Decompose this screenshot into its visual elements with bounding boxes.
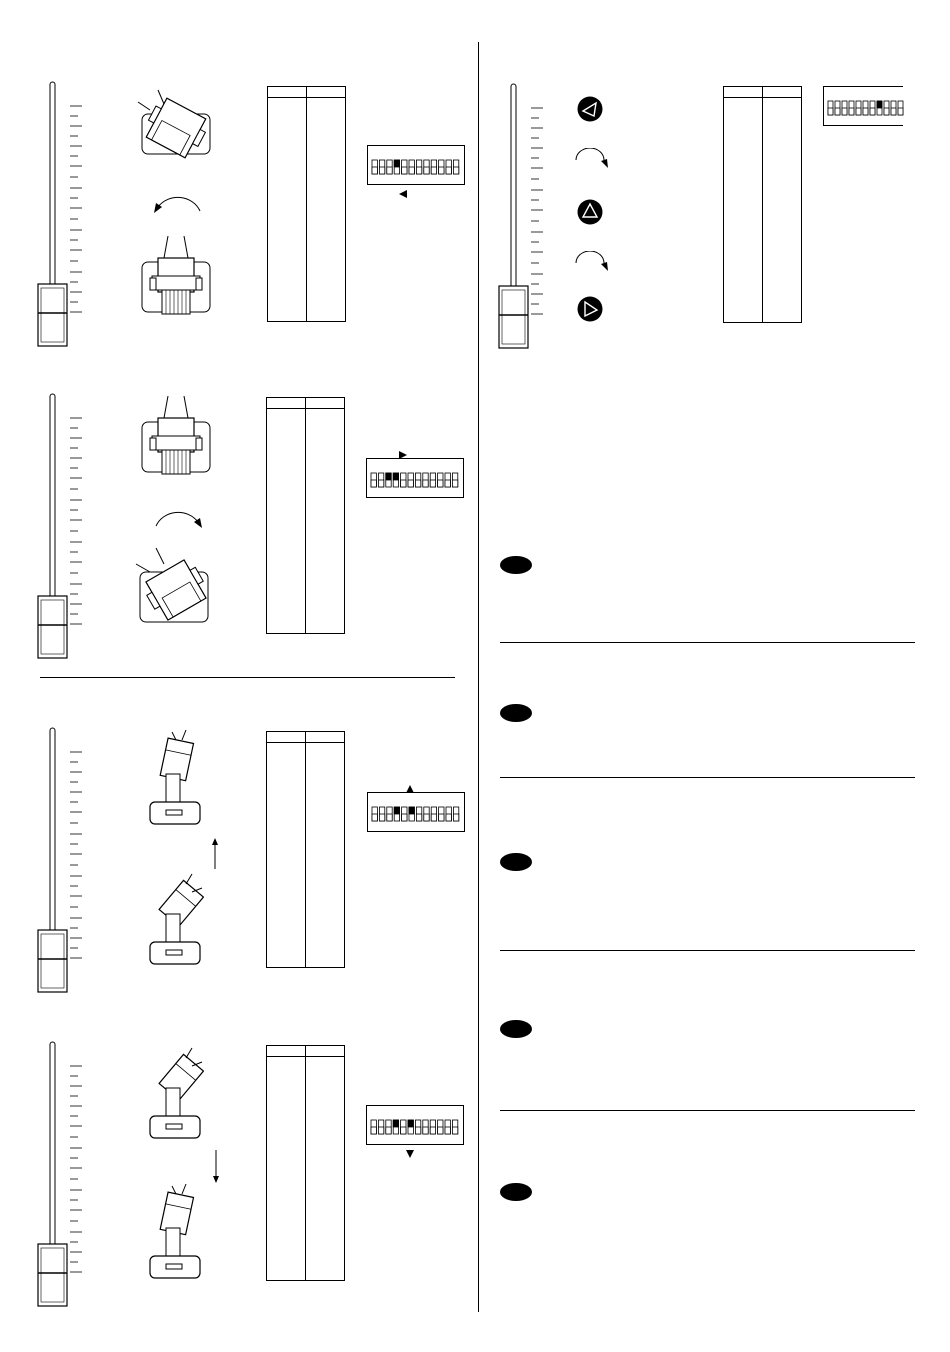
clockwise-arrow-icon (574, 251, 610, 278)
dip-switch-graphic (368, 146, 464, 184)
fader-graphic (36, 1040, 76, 1315)
dip-switch-off (835, 108, 840, 115)
dip-switch-off (439, 814, 444, 821)
dip-switch-on (393, 1120, 398, 1127)
dip-switch-off (408, 480, 413, 487)
moving-head-top-view-icon (140, 232, 212, 321)
moving-head-side-view-tilted-icon (144, 1044, 204, 1145)
language-badge (500, 556, 532, 574)
language-badge (500, 853, 532, 871)
table-column-divider (306, 87, 307, 321)
dip-switch-off (452, 480, 457, 487)
dip-switch-panel (367, 792, 465, 832)
moving-head-side-view-icon (144, 728, 204, 833)
dip-switch-off (371, 1127, 376, 1134)
dip-switch-off (424, 814, 429, 821)
fader-slider[interactable] (36, 1040, 76, 1320)
arrow-down-icon (211, 1150, 221, 1189)
moving-head-tilted-icon (136, 88, 216, 173)
dip-switch-on (394, 160, 399, 167)
value-table (723, 86, 802, 323)
dip-switch-panel (366, 458, 464, 498)
fader-graphic (36, 80, 76, 355)
dip-switch-on (386, 473, 391, 480)
value-table (266, 397, 345, 634)
arrow-left-icon (398, 186, 408, 204)
dip-switch-off (439, 167, 444, 174)
clockwise-arrow-icon (574, 148, 610, 175)
dip-switch-off (372, 167, 377, 174)
moving-head-side-view-icon (144, 1182, 204, 1287)
rotate-clockwise-arrow-icon (148, 498, 208, 538)
dip-switch-off (386, 1127, 391, 1134)
dip-switch-panel (366, 1105, 464, 1145)
section-divider (500, 1110, 915, 1111)
table-column-divider (305, 732, 306, 967)
dip-switch-off (445, 1127, 450, 1134)
table-column-divider (305, 1046, 306, 1280)
dip-switch-off (445, 480, 450, 487)
dip-switch-off (891, 108, 896, 115)
triangle-left-disc-icon (577, 96, 603, 127)
dip-switch-off (453, 814, 458, 821)
column-divider (478, 42, 479, 1312)
dip-switch-off (431, 814, 436, 821)
value-table (267, 86, 346, 322)
dip-switch-off (452, 1127, 457, 1134)
fader-slider[interactable] (36, 726, 76, 1006)
dip-switch-off (402, 167, 407, 174)
dip-switch-off (870, 108, 875, 115)
dip-switch-off (402, 814, 407, 821)
dip-switch-off (453, 167, 458, 174)
dip-switch-off (378, 480, 383, 487)
arrow-down-icon (405, 1146, 415, 1164)
table-column-divider (762, 87, 763, 322)
dip-switch-graphic (367, 1106, 463, 1144)
fader-slider[interactable] (36, 392, 76, 672)
dip-switch-graphic (367, 459, 463, 497)
dip-switch-off (371, 480, 376, 487)
dip-switch-off (415, 480, 420, 487)
dip-switch-off (416, 814, 421, 821)
dip-switch-off (387, 814, 392, 821)
dip-switch-off (430, 1127, 435, 1134)
dip-switch-off (446, 814, 451, 821)
moving-head-top-view-icon (140, 392, 212, 481)
language-badge (500, 1183, 532, 1201)
dip-switch-panel (823, 86, 903, 126)
dip-switch-off (446, 167, 451, 174)
moving-head-tilted-icon (134, 546, 214, 631)
dip-switch-on (409, 807, 414, 814)
dip-switch-off (379, 167, 384, 174)
dip-switch-on (393, 473, 398, 480)
dip-switch-off (438, 1127, 443, 1134)
fader-graphic (36, 726, 76, 1001)
fader-graphic (36, 392, 76, 667)
rotate-counterclockwise-arrow-icon (150, 183, 210, 223)
dip-switch-off (379, 814, 384, 821)
triangle-up-disc-icon (577, 199, 603, 230)
language-badge (500, 1020, 532, 1038)
dip-switch-on (877, 101, 882, 108)
moving-head-side-view-tilted-icon (144, 870, 204, 971)
fader-slider[interactable] (36, 80, 76, 360)
dip-switch-off (431, 167, 436, 174)
dip-switch-off (415, 1127, 420, 1134)
fader-graphic (497, 82, 537, 357)
value-table (266, 1045, 345, 1281)
dip-switch-off (849, 108, 854, 115)
dip-switch-off (856, 108, 861, 115)
dip-switch-panel (367, 145, 465, 185)
dip-switch-off (898, 108, 903, 115)
dip-switch-off (416, 167, 421, 174)
dip-switch-off (884, 108, 889, 115)
dip-switch-off (372, 814, 377, 821)
fader-slider[interactable] (497, 82, 537, 362)
dip-switch-off (424, 167, 429, 174)
dip-switch-on (394, 807, 399, 814)
section-divider (500, 642, 915, 643)
dip-switch-off (409, 167, 414, 174)
triangle-right-disc-icon (577, 296, 603, 327)
dip-switch-off (423, 1127, 428, 1134)
value-table (266, 731, 345, 968)
dip-switch-off (438, 480, 443, 487)
dip-switch-off (842, 108, 847, 115)
dip-switch-graphic (824, 87, 904, 125)
language-badge (500, 704, 532, 722)
section-divider (40, 677, 455, 678)
dip-switch-off (430, 480, 435, 487)
dip-switch-off (423, 480, 428, 487)
dip-switch-off (401, 480, 406, 487)
section-divider (500, 950, 915, 951)
section-divider (500, 777, 915, 778)
dip-switch-off (863, 108, 868, 115)
dip-switch-off (378, 1127, 383, 1134)
dip-switch-graphic (368, 793, 464, 831)
arrow-up-icon (210, 838, 220, 875)
dip-switch-off (387, 167, 392, 174)
dip-switch-on (408, 1120, 413, 1127)
dip-switch-off (401, 1127, 406, 1134)
dip-switch-off (828, 108, 833, 115)
table-column-divider (305, 398, 306, 633)
